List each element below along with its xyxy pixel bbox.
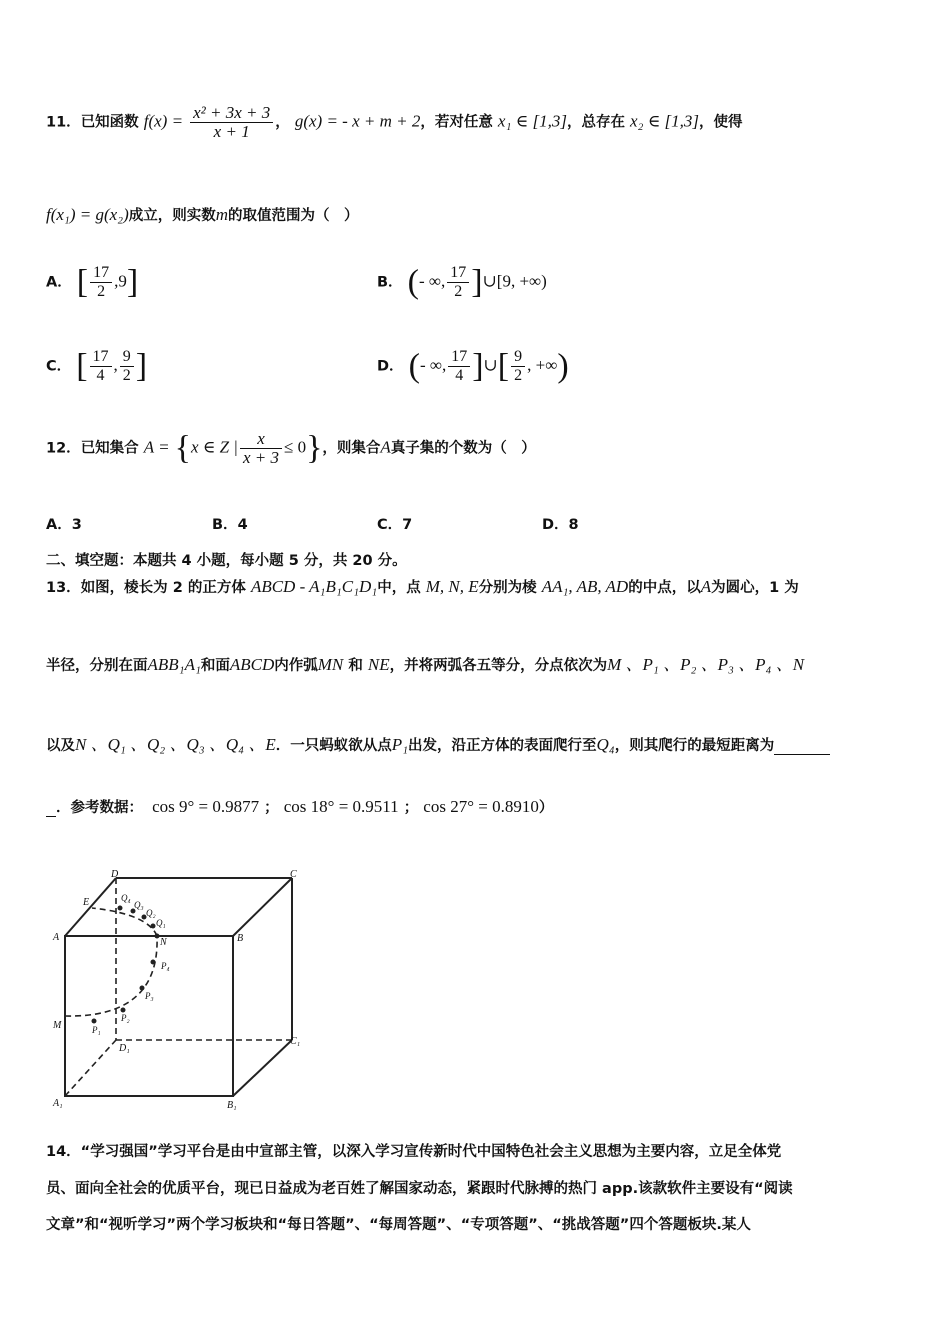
point-N [155,934,160,939]
option-label: C． [46,358,72,375]
q13-t6: 半径，分别在面 [46,658,148,674]
brace: } [306,429,323,467]
q11-x1-domain: x₁ ∈ [1,3] [497,111,567,131]
q13-face1: ABB₁A₁ [147,655,201,674]
q12-option-c[interactable] [377,513,412,534]
point-Q1 [151,924,156,929]
edge-AD [65,878,116,936]
frac-num: 17 [90,264,112,283]
q13-t7: 和面 [200,658,230,674]
label-Q3: Q₃ [134,900,144,910]
q12-option-d[interactable] [542,513,579,534]
q11-lead: 已知函数 [80,114,139,131]
label-P4: P₄ [161,961,170,971]
q13-seq2: N 、Q₁ 、Q₂ 、Q₃ 、Q₄ 、E [75,735,276,754]
frac-den: 2 [97,283,106,300]
q13-t15: ．参考数据： [56,800,143,816]
option-label: B． [377,274,403,291]
option-value: 8 [568,517,579,533]
q13-t4: 的中点，以 [628,580,701,596]
fraction [511,348,525,385]
label-P1: P₁ [92,1025,101,1035]
q11-number: 11． [46,114,81,131]
frac-num: 17 [448,348,470,367]
option-value: 4 [237,517,248,533]
label-Q1: Q₁ [156,918,166,928]
q13-sep: ； [264,800,279,816]
point-P1 [92,1019,97,1024]
fraction [120,348,134,385]
q13-sep: ； [403,800,419,816]
label-C1: C₁ [290,1036,301,1047]
label-Q4: Q₄ [121,893,131,903]
q13-t5: 为圆心，1 为 [711,580,799,596]
label-P2: P₂ [121,1013,130,1023]
q11-text6: 的取值范围为（ ） [228,208,359,224]
q13-edges: AA₁, AB, AD [541,577,629,596]
label-Q2: Q₂ [146,908,156,918]
frac-den: 4 [96,367,105,384]
hidden-edge-A1D1 [65,1040,116,1096]
q13-t11: 以及 [46,738,75,754]
section-heading: 二、填空题：本题共 4 小题，每小题 5 分，共 20 分。 [46,553,407,569]
frac-num: 17 [447,264,469,283]
edge-B1C1 [233,1040,292,1096]
q12-fraction [240,430,282,467]
bracket: [ [76,263,89,301]
label-B1: B₁ [227,1100,237,1111]
option-post: , +∞ [527,355,558,375]
q13-ref3: cos 27° = 0.8910 [423,797,539,816]
answer-blank-cont[interactable] [46,800,56,817]
q11-line2 [46,204,910,225]
q11-text2: ，若对任意 [420,114,493,131]
fraction [90,348,112,385]
q12-cond-pre: x ∈ Z | [190,437,238,457]
q11-text5: 成立，则实数 [128,208,216,224]
label-B: B [237,933,244,944]
q11-option-b[interactable] [377,264,547,301]
option-value: 7 [402,517,413,533]
label-A1: A₁ [53,1098,63,1109]
fraction [447,264,469,301]
q11-f-lhs: f(x) = [143,111,184,131]
option-mid: , [113,355,118,375]
q13-line4 [46,796,910,817]
q12-number: 12． [46,440,81,457]
q11-option-d[interactable] [377,348,569,385]
q13-t9: 和 [348,658,363,674]
option-value: 3 [71,517,82,533]
q11-line1 [46,104,910,141]
q11-x2-domain: x₂ ∈ [1,3] [630,111,700,131]
q14-line3: 文章”和“视听学习”两个学习板块和“每日答题”、“每周答题”、“专项答题”、“挑战答题”四个答题板块.某人 [46,1217,751,1233]
cube-figure [50,868,310,1113]
frac-num: x [240,430,282,449]
label-D: D [111,869,119,880]
bracket: ] [471,263,483,301]
q13-number: 13． [46,580,81,596]
q13-cube: ABCD - A₁B₁C₁D₁ [250,577,378,596]
option-pre: - ∞, [418,271,446,291]
q13-face2: ABCD [229,655,275,674]
q13-t12: ．一只蚂蚁欲从点 [275,738,392,754]
bracket: ) [557,347,569,385]
q11-var-m: m [215,205,229,224]
option-label: B． [212,517,238,533]
q11-f-fraction [190,104,273,141]
fraction [90,264,112,301]
point-P4 [151,960,156,965]
q13-end: Q₄ [596,735,615,754]
q12-set-lhs: A = [143,437,170,457]
frac-den: 2 [122,367,131,384]
option-tail: ∪[9, +∞) [482,271,547,291]
q12-line [46,430,910,467]
bracket: ] [472,347,484,385]
point-P3 [140,986,145,991]
q11-sep: ， [275,114,290,131]
q11-g-def: g(x) = - x + m + 2 [294,111,421,131]
label-D1: D₁ [119,1043,130,1054]
q13-t2: 中，点 [377,580,421,596]
bracket: ( [407,263,419,301]
division-points [92,906,160,1024]
option-label: D． [542,517,569,533]
label-A: A [53,932,60,943]
brace: { [174,429,191,467]
q11-text4: ，使得 [699,114,743,131]
point-Q4 [118,906,123,911]
q12-option-a[interactable] [46,513,82,534]
point-P2 [121,1008,126,1013]
front-face [65,936,233,1096]
frac-num: 9 [120,348,134,367]
q11-option-a[interactable] [46,264,138,301]
q13-ref2: cos 18° = 0.9511 [283,797,399,816]
q12-text2: ，则集合 [322,440,381,457]
frac-num: 17 [90,348,112,367]
bracket: ] [135,347,148,385]
label-P3: P₃ [145,991,154,1001]
q11-text3: ，总存在 [566,114,625,131]
q14-line2: 员、面向全社会的优质平台，现已日益成为老百姓了解国家动态，紧跟时代脉搏的热门 app.该款软件主要设有“阅读 [46,1181,793,1197]
option-label: D． [377,358,404,375]
q13-line1 [46,576,910,597]
q13-line2 [46,650,910,675]
q13-ref1: cos 9° = 0.9877 [152,797,260,816]
q13-t14: ，则其爬行的最短距离为 [614,738,775,754]
q13-points: M, N, E [425,577,479,596]
q12-text3: 真子集的个数为（ ） [390,440,536,457]
q13-start: P₁ [391,735,409,754]
label-N: N [160,937,167,948]
q13-arc1: MN [317,655,344,674]
option-pre: - ∞, [419,355,447,375]
q12-option-b[interactable] [212,513,248,534]
q13-t3: 分别为棱 [478,580,537,596]
q11-f-den: x + 1 [213,122,250,141]
q13-t8: 内作弧 [274,658,318,674]
q12-lead: 已知集合 [80,440,139,457]
bracket: ] [126,263,139,301]
q13-center: A [700,577,712,596]
bracket: ( [408,347,420,385]
q13-close: ） [538,800,554,816]
label-C: C [290,869,297,880]
bracket: [ [497,347,510,385]
q13-t10: ，并将两弧各五等分，分点依次为 [389,658,608,674]
frac-den: 2 [514,367,523,384]
label-E: E [83,897,90,908]
answer-blank[interactable] [774,738,830,755]
q13-t1: 如图，棱长为 2 的正方体 [80,580,246,596]
option-label: A． [46,517,72,533]
frac-den: 2 [454,283,463,300]
q12-cond-post: ≤ 0 [284,437,307,457]
frac-num: 9 [511,348,525,367]
frac-den: x + 3 [242,448,279,467]
frac-den: 4 [455,367,464,384]
edge-BC [233,878,292,936]
q13-seq1: M 、P₁ 、P₂ 、P₃ 、P₄ 、N [607,655,805,674]
q14-line1: 14．“学习强国”学习平台是由中宣部主管，以深入学习宣传新时代中国特色社会主义思想为主要内容，立足全体党 [46,1144,782,1160]
option-label: A． [46,274,72,291]
fraction [448,348,470,385]
q11-f-num: x² + 3x + 3 [190,104,273,123]
option-label: C． [377,517,403,533]
arc-MN [65,936,157,1016]
union: ∪ [483,355,498,375]
q13-t13: 出发，沿正方体的表面爬行至 [408,738,597,754]
q13-line3 [46,730,910,755]
bracket: [ [76,347,88,385]
q11-option-c[interactable] [46,348,147,385]
label-M: M [53,1020,62,1031]
q13-arc2: NE [367,655,390,674]
q12-set-name: A [380,437,391,457]
q11-equation: f(x₁) = g(x₂) [46,205,129,224]
option-rest: ,9 [114,271,127,291]
